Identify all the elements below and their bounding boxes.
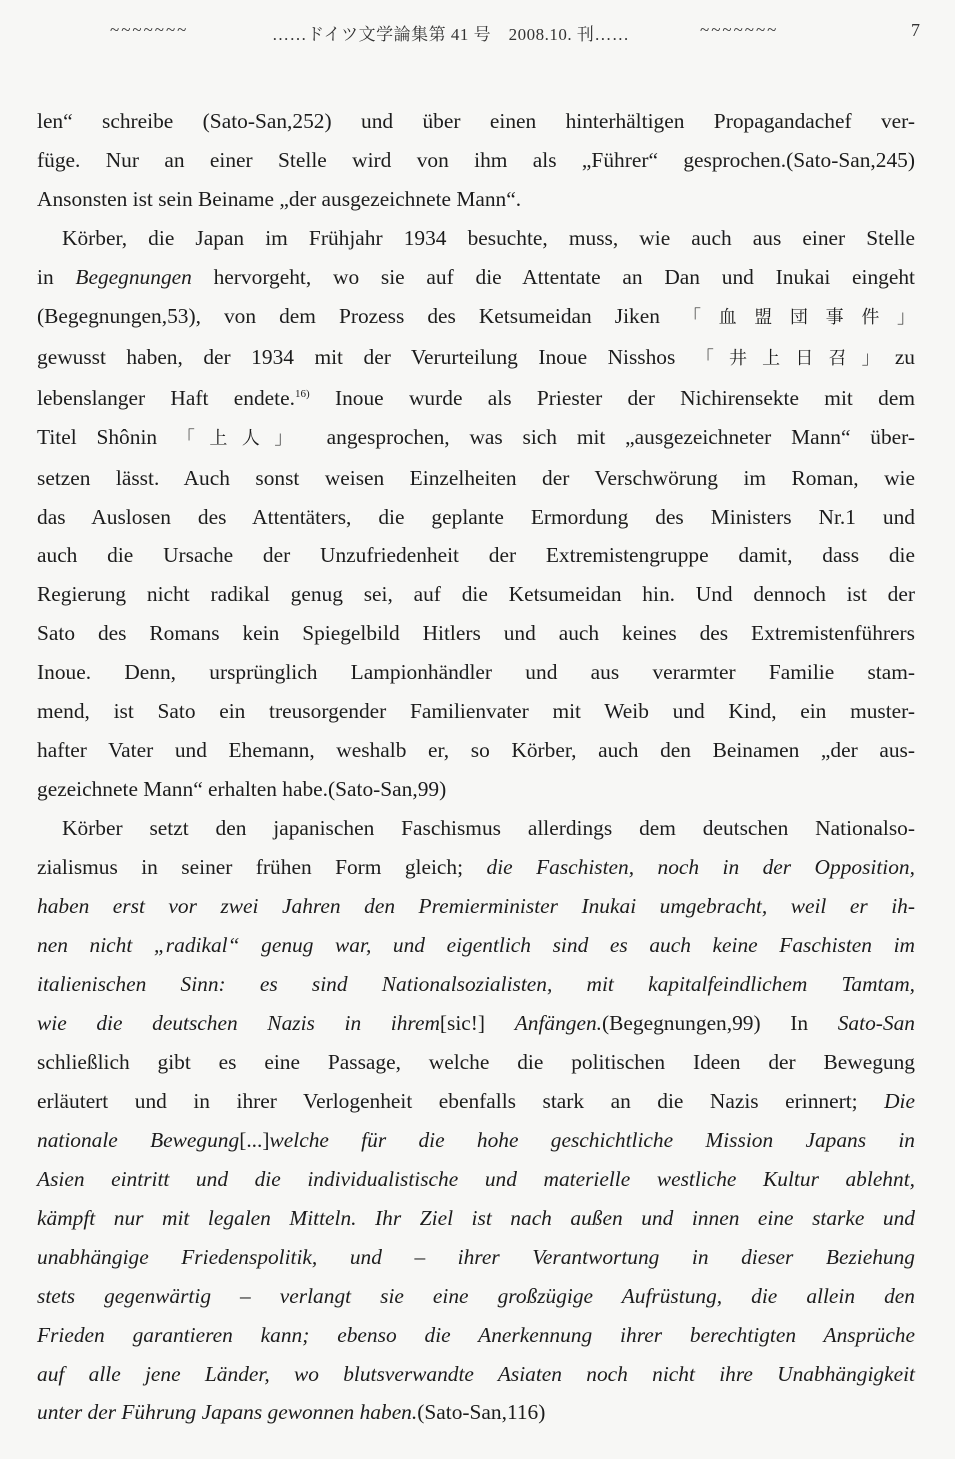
text-line [37, 965, 915, 1004]
text-line [37, 1238, 915, 1277]
text-run: zu [894, 344, 916, 369]
text-run: schließlich gibt es eine Passage, welche die politischen Ideen der Bewegung [37, 1049, 915, 1074]
text-line [37, 731, 915, 770]
header-ornament-left: ~~~~~~~ [110, 20, 189, 39]
text-run: auch die Ursache der Unzufriedenheit der Extremistengruppe damit, dass die [37, 543, 915, 568]
italic-text: Die [884, 1088, 915, 1113]
text-run: (Begegnungen,53), von dem Prozess des Ketsumeidan Jiken [37, 303, 683, 328]
text-run: Regierung nicht radikal genug sei, auf die Ketsumeidan hin. Und dennoch ist der [37, 582, 915, 607]
running-header [110, 14, 920, 50]
text-line [37, 1199, 915, 1238]
japanese-term: 「血盟団事件」 [682, 306, 916, 328]
text-run: lebenslanger Haft endete. [37, 385, 295, 410]
japanese-term: 「井上日召」 [695, 347, 895, 369]
text-run: zialismus in seiner frühen Form gleich; [37, 855, 487, 880]
text-line [37, 887, 915, 926]
text-run: angesprochen, was sich mit „ausgezeichneter Mann“ über- [306, 424, 915, 449]
header-ornament-right: ~~~~~~~ [700, 20, 779, 39]
italic-text: Begegnungen [75, 264, 192, 289]
text-run: hervorgeht, wo sie auf die Attentate an Dan und Inukai eingeht [191, 264, 915, 289]
text-line [37, 1082, 915, 1121]
text-run: das Auslosen des Attentäters, die geplante Ermordung des Ministers Nr.1 und [37, 504, 915, 529]
text-line [37, 536, 915, 575]
text-run: hafter Vater und Ehemann, weshalb er, so Körber, auch den Beinamen „der aus- [37, 738, 915, 763]
italic-text: wie die deutschen Nazis in ihrem [37, 1010, 440, 1035]
italic-text: Asien eintritt und die individualistische und materielle westliche Kultur ablehnt, [37, 1166, 915, 1191]
text-run: len“ schreibe (Sato-San,252) und über einen hinterhältigen Propagandachef ver- [37, 109, 915, 133]
italic-text: stets gegenwärtig – verlangt sie eine großzügige Aufrüstung, die allein den [37, 1283, 915, 1308]
text-line [37, 1043, 915, 1082]
italic-text: kämpft nur mit legalen Mitteln. Ihr Ziel ist nach außen und innen eine starke und [37, 1205, 915, 1230]
italic-text: auf alle jene Länder, wo blutsverwandte Asiaten noch nicht ihre Unabhängigkeit [37, 1361, 915, 1386]
text-run: Inoue. Denn, ursprünglich Lampionhändler und aus verarmter Familie stam- [37, 660, 915, 685]
italic-text: haben erst vor zwei Jahren den Premierminister Inukai umgebracht, weil er ih- [37, 894, 915, 919]
text-line [37, 809, 915, 848]
italic-text: Anfängen. [514, 1010, 603, 1035]
text-run: Ansonsten ist sein Beiname „der ausgezeichnete Mann“. [37, 186, 522, 211]
text-line [37, 926, 915, 965]
text-run: (Begegnungen,99) In [602, 1010, 838, 1035]
italic-text: nationale Bewegung [37, 1127, 240, 1152]
text-line [37, 258, 915, 297]
text-line [37, 180, 915, 219]
text-run: Titel Shônin [37, 424, 177, 449]
text-line [37, 338, 915, 379]
text-line [37, 848, 915, 887]
text-line [37, 141, 915, 180]
text-line [37, 498, 915, 537]
text-line [37, 219, 915, 258]
text-run: Körber, die Japan im Frühjahr 1934 besuchte, muss, wie auch aus einer Stelle [62, 225, 915, 250]
text-run: [sic!] [439, 1010, 515, 1035]
text-line [37, 418, 915, 459]
text-line [37, 1277, 915, 1316]
text-line [37, 1393, 915, 1432]
text-line [37, 1316, 915, 1355]
text-line [37, 653, 915, 692]
text-line [37, 770, 915, 809]
italic-text: unter der Führung Japans gewonnen haben. [37, 1400, 418, 1425]
text-line [37, 692, 915, 731]
italic-text: unabhängige Friedenspolitik, und – ihrer Verantwortung in dieser Beziehung [37, 1244, 915, 1269]
body-text [37, 102, 915, 1432]
text-line [37, 614, 915, 653]
text-run: Inoue wurde als Priester der Nichirensekte mit dem [309, 385, 915, 410]
text-run: Sato des Romans kein Spiegelbild Hitlers und auch keines des Extremistenführers [37, 621, 915, 646]
text-line [37, 1160, 915, 1199]
text-line [37, 1121, 915, 1160]
text-run: [...] [239, 1127, 270, 1152]
text-run: Körber setzt den japanischen Faschismus allerdings dem deutschen Nationalso- [62, 816, 915, 841]
page-number: 7 [911, 20, 920, 40]
text-line [37, 459, 915, 498]
text-run: (Sato-San,116) [417, 1400, 546, 1425]
text-line [37, 1004, 915, 1043]
text-run: mend, ist Sato ein treusorgender Familienvater mit Weib und Kind, ein muster- [37, 699, 915, 724]
italic-text: italienischen Sinn: es sind Nationalsozialisten, mit kapitalfeindlichem Tamtam, [37, 971, 915, 996]
text-line [37, 575, 915, 614]
text-run: in [37, 264, 76, 289]
footnote-marker: 16) [294, 387, 310, 400]
text-run: setzen lässt. Auch sonst weisen Einzelheiten der Verschwörung im Roman, wie [37, 465, 915, 490]
text-line [37, 379, 915, 418]
text-run: erläutert und in ihrer Verlogenheit ebenfalls stark an die Nazis erinnert; [37, 1088, 885, 1113]
italic-text: welche für die hohe geschichtliche Mission Japans in [269, 1127, 915, 1152]
italic-text: Sato-San [837, 1010, 915, 1035]
text-line [37, 102, 915, 141]
journal-title: ……ドイツ文学論集第 41 号 2008.10. 刊…… [272, 25, 630, 44]
italic-text: nen nicht „radikal“ genug war, und eigentlich sind es auch keine Faschisten im [37, 933, 915, 958]
italic-text: Frieden garantieren kann; ebenso die Anerkennung ihrer berechtigten Ansprüche [37, 1322, 915, 1347]
japanese-term: 「上人」 [176, 427, 307, 449]
text-run: gewusst haben, der 1934 mit der Verurteilung Inoue Nisshos [37, 344, 696, 369]
italic-text: die Faschisten, noch in der Opposition, [486, 855, 915, 880]
text-run: gezeichnete Mann“ erhalten habe.(Sato-San,99) [37, 777, 447, 802]
text-line [37, 1355, 915, 1394]
text-line [37, 297, 915, 338]
text-run: füge. Nur an einer Stelle wird von ihm als „Führer“ gesprochen.(Sato-San,245) [37, 147, 915, 172]
